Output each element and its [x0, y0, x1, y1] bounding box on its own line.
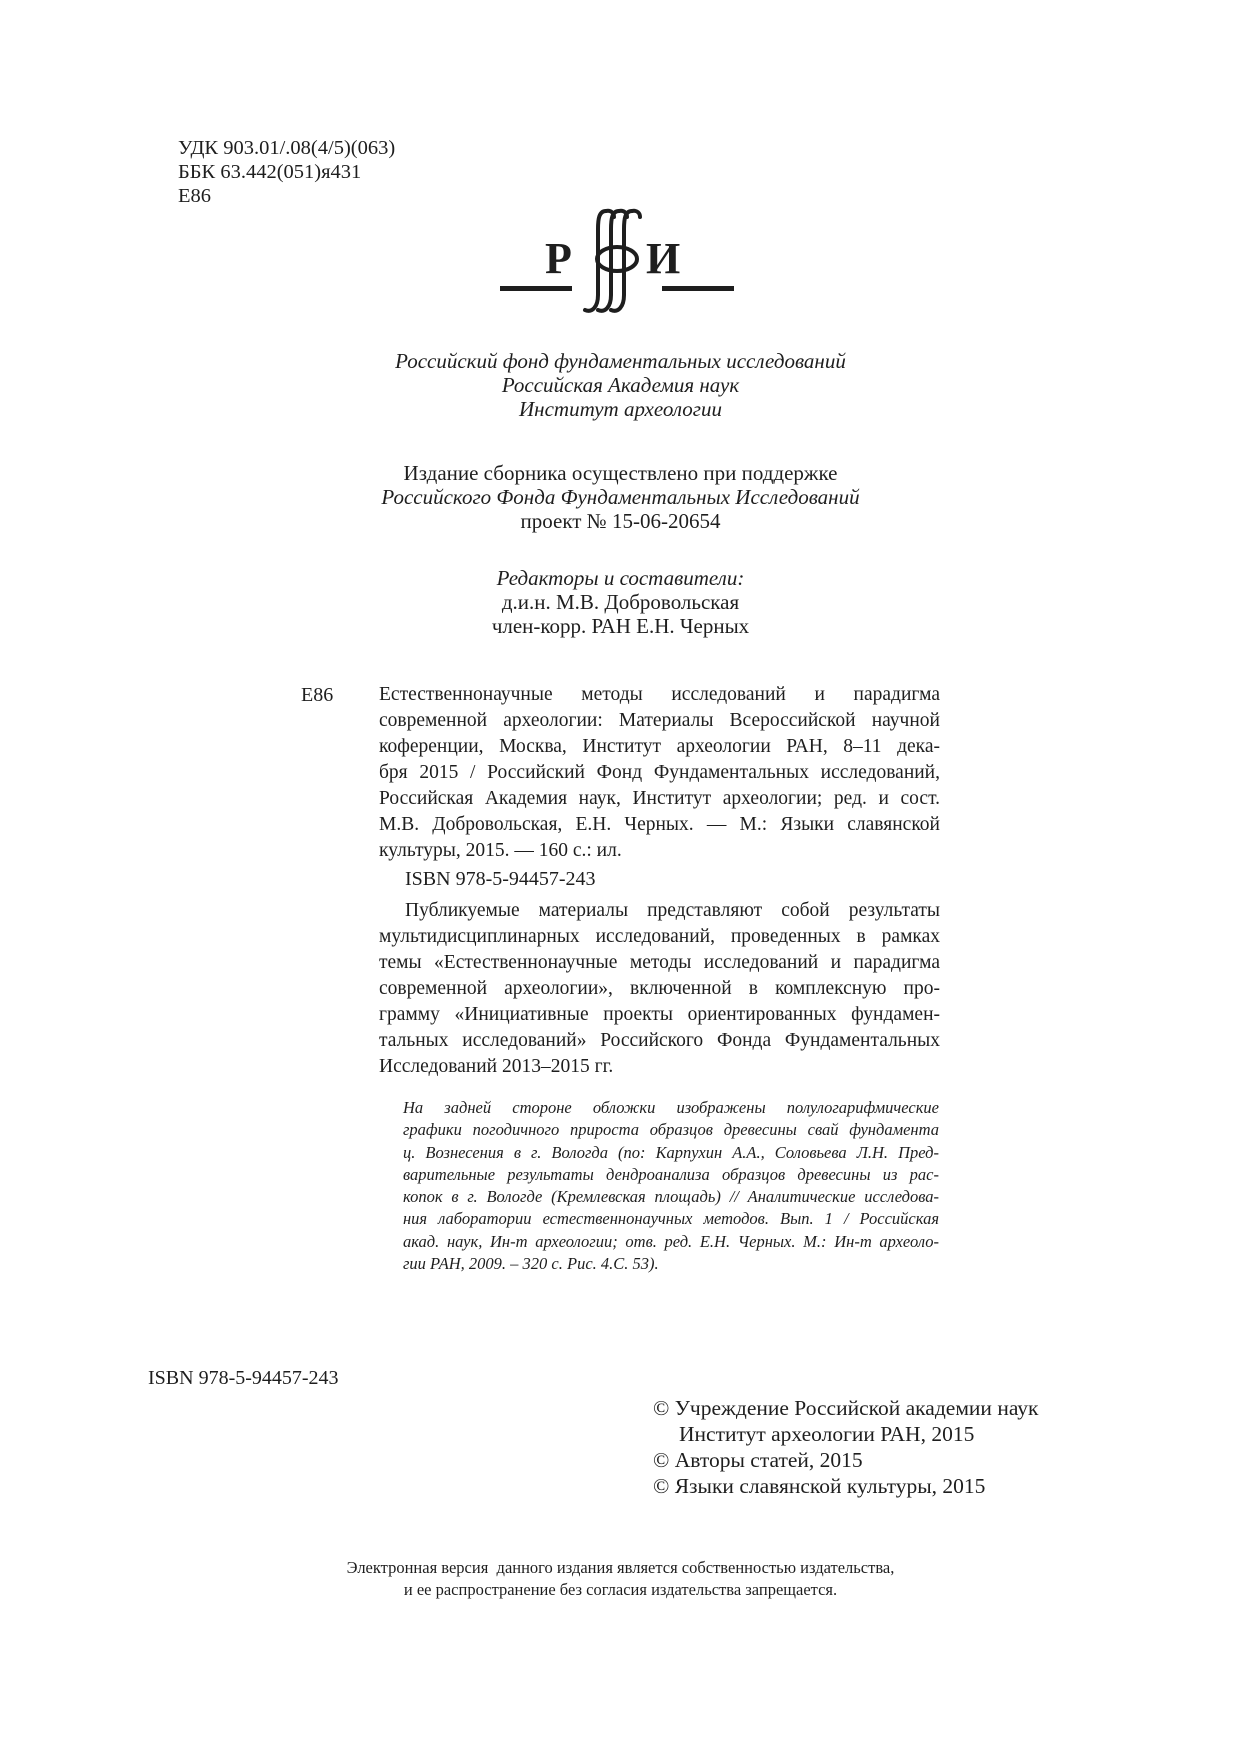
- annotation-line: темы «Естественнонаучные методы исследований и парадигма: [379, 952, 940, 973]
- support-project: проект № 15-06-20654: [520, 509, 721, 533]
- annotation-line: современной археологии», включенной в комплексную про-: [379, 978, 940, 999]
- catalog-line: коференции, Москва, Институт археологии РАН, 8–11 дека-: [379, 736, 940, 757]
- catalog-line: современной археологии: Материалы Всероссийской научной: [379, 710, 940, 731]
- catalog-line: Естественнонаучные методы исследований и парадигма: [379, 684, 940, 705]
- isbn-bottom: ISBN 978-5-94457-243: [148, 1367, 339, 1389]
- editor-name: член-корр. РАН Е.Н. Черных: [491, 614, 750, 638]
- annotation-line: Публикуемые материалы представляют собой результаты: [405, 900, 940, 921]
- editors-block: [300, 566, 941, 638]
- rffi-logo-icon: [500, 203, 740, 318]
- logo-ff-glyph: [585, 211, 640, 311]
- editors-heading: Редакторы и составители:: [496, 566, 745, 590]
- cover-note-line: На задней стороне обложки изображены полулогарифмические: [403, 1098, 939, 1117]
- classification-block: [178, 136, 395, 208]
- catalog-line: культуры, 2015. — 160 с.: ил.: [379, 840, 622, 861]
- copyright-line: © Учреждение Российской академии наук: [653, 1396, 1039, 1420]
- annotation-line: Исследований 2013–2015 гг.: [379, 1056, 614, 1077]
- organization-line: Российский фонд фундаментальных исследований: [395, 349, 846, 373]
- footer-line: Электронная версия данного издания является собственностью издательства,: [346, 1558, 895, 1577]
- logo-letter-right: И: [646, 234, 681, 283]
- support-foundation: Российского Фонда Фундаментальных Исследований: [381, 485, 860, 509]
- annotation-line: мультидисциплинарных исследований, проведенных в рамках: [379, 926, 940, 947]
- copyright-block: [653, 1395, 1038, 1499]
- copyright-line: © Языки славянской культуры, 2015: [653, 1474, 986, 1498]
- udk-code: УДК 903.01/.08(4/5)(063): [178, 137, 396, 159]
- cover-note: [403, 1097, 939, 1275]
- catalog-isbn: ISBN 978-5-94457-243: [405, 868, 596, 890]
- support-block: [300, 461, 941, 533]
- annotation-line: грамму «Инициативные проекты ориентированных фундамен-: [379, 1004, 940, 1025]
- catalog-line: Российская Академия наук, Институт археологии; ред. и сост.: [379, 788, 940, 809]
- copyright-line: © Авторы статей, 2015: [653, 1448, 863, 1472]
- organization-line: Российская Академия наук: [501, 373, 740, 397]
- editor-name: д.и.н. М.В. Добровольская: [501, 590, 740, 614]
- annotation-block: [379, 898, 940, 1080]
- catalog-line: М.В. Добровольская, Е.Н. Черных. — М.: Языки славянской: [379, 814, 940, 835]
- rffi-logo: [500, 203, 740, 318]
- cover-note-line: ния лаборатории естественнонаучных методов. Вып. 1 / Российская: [403, 1209, 939, 1229]
- logo-rule-left: [500, 286, 572, 291]
- cover-note-line: варительные результаты дендроанализа образцов древесины из рас-: [403, 1164, 939, 1184]
- logo-rule-right: [662, 286, 734, 291]
- cover-note-line: акад. наук, Ин-т археологии; отв. ред. Е.Н. Черных. М.: Ин-т археоло-: [403, 1231, 939, 1251]
- footer-line: и ее распространение без согласия издательства запрещается.: [403, 1580, 838, 1599]
- cover-note-line: копок в г. Вологде (Кремлевская площадь) // Аналитические исследова-: [403, 1187, 939, 1207]
- catalog-description: [379, 682, 940, 864]
- cover-note-line: графики погодичного прироста образцов древесины свай фундамента: [403, 1120, 939, 1140]
- author-mark: Е86: [178, 185, 212, 207]
- organizations-block: [300, 349, 941, 421]
- footer-notice: [300, 1557, 941, 1601]
- cover-note-line: ц. Вознесения в г. Вологда (по: Карпухин А.А., Соловьева Л.Н. Пред-: [403, 1142, 939, 1162]
- support-line: Издание сборника осуществлено при поддержке: [403, 461, 838, 485]
- catalog-line: бря 2015 / Российский Фонд Фундаментальных исследований,: [379, 762, 940, 783]
- bbk-code: ББК 63.442(051)я431: [178, 161, 362, 183]
- logo-letter-left: Р: [545, 234, 572, 283]
- catalog-code: Е86: [301, 684, 334, 706]
- copyright-line: Институт археологии РАН, 2015: [679, 1422, 975, 1446]
- cover-note-line: гии РАН, 2009. – 320 с. Рис. 4.С. 53).: [403, 1254, 659, 1274]
- organization-line: Институт археологии: [519, 397, 722, 421]
- annotation-line: тальных исследований» Российского Фонда Фундаментальных: [379, 1030, 940, 1051]
